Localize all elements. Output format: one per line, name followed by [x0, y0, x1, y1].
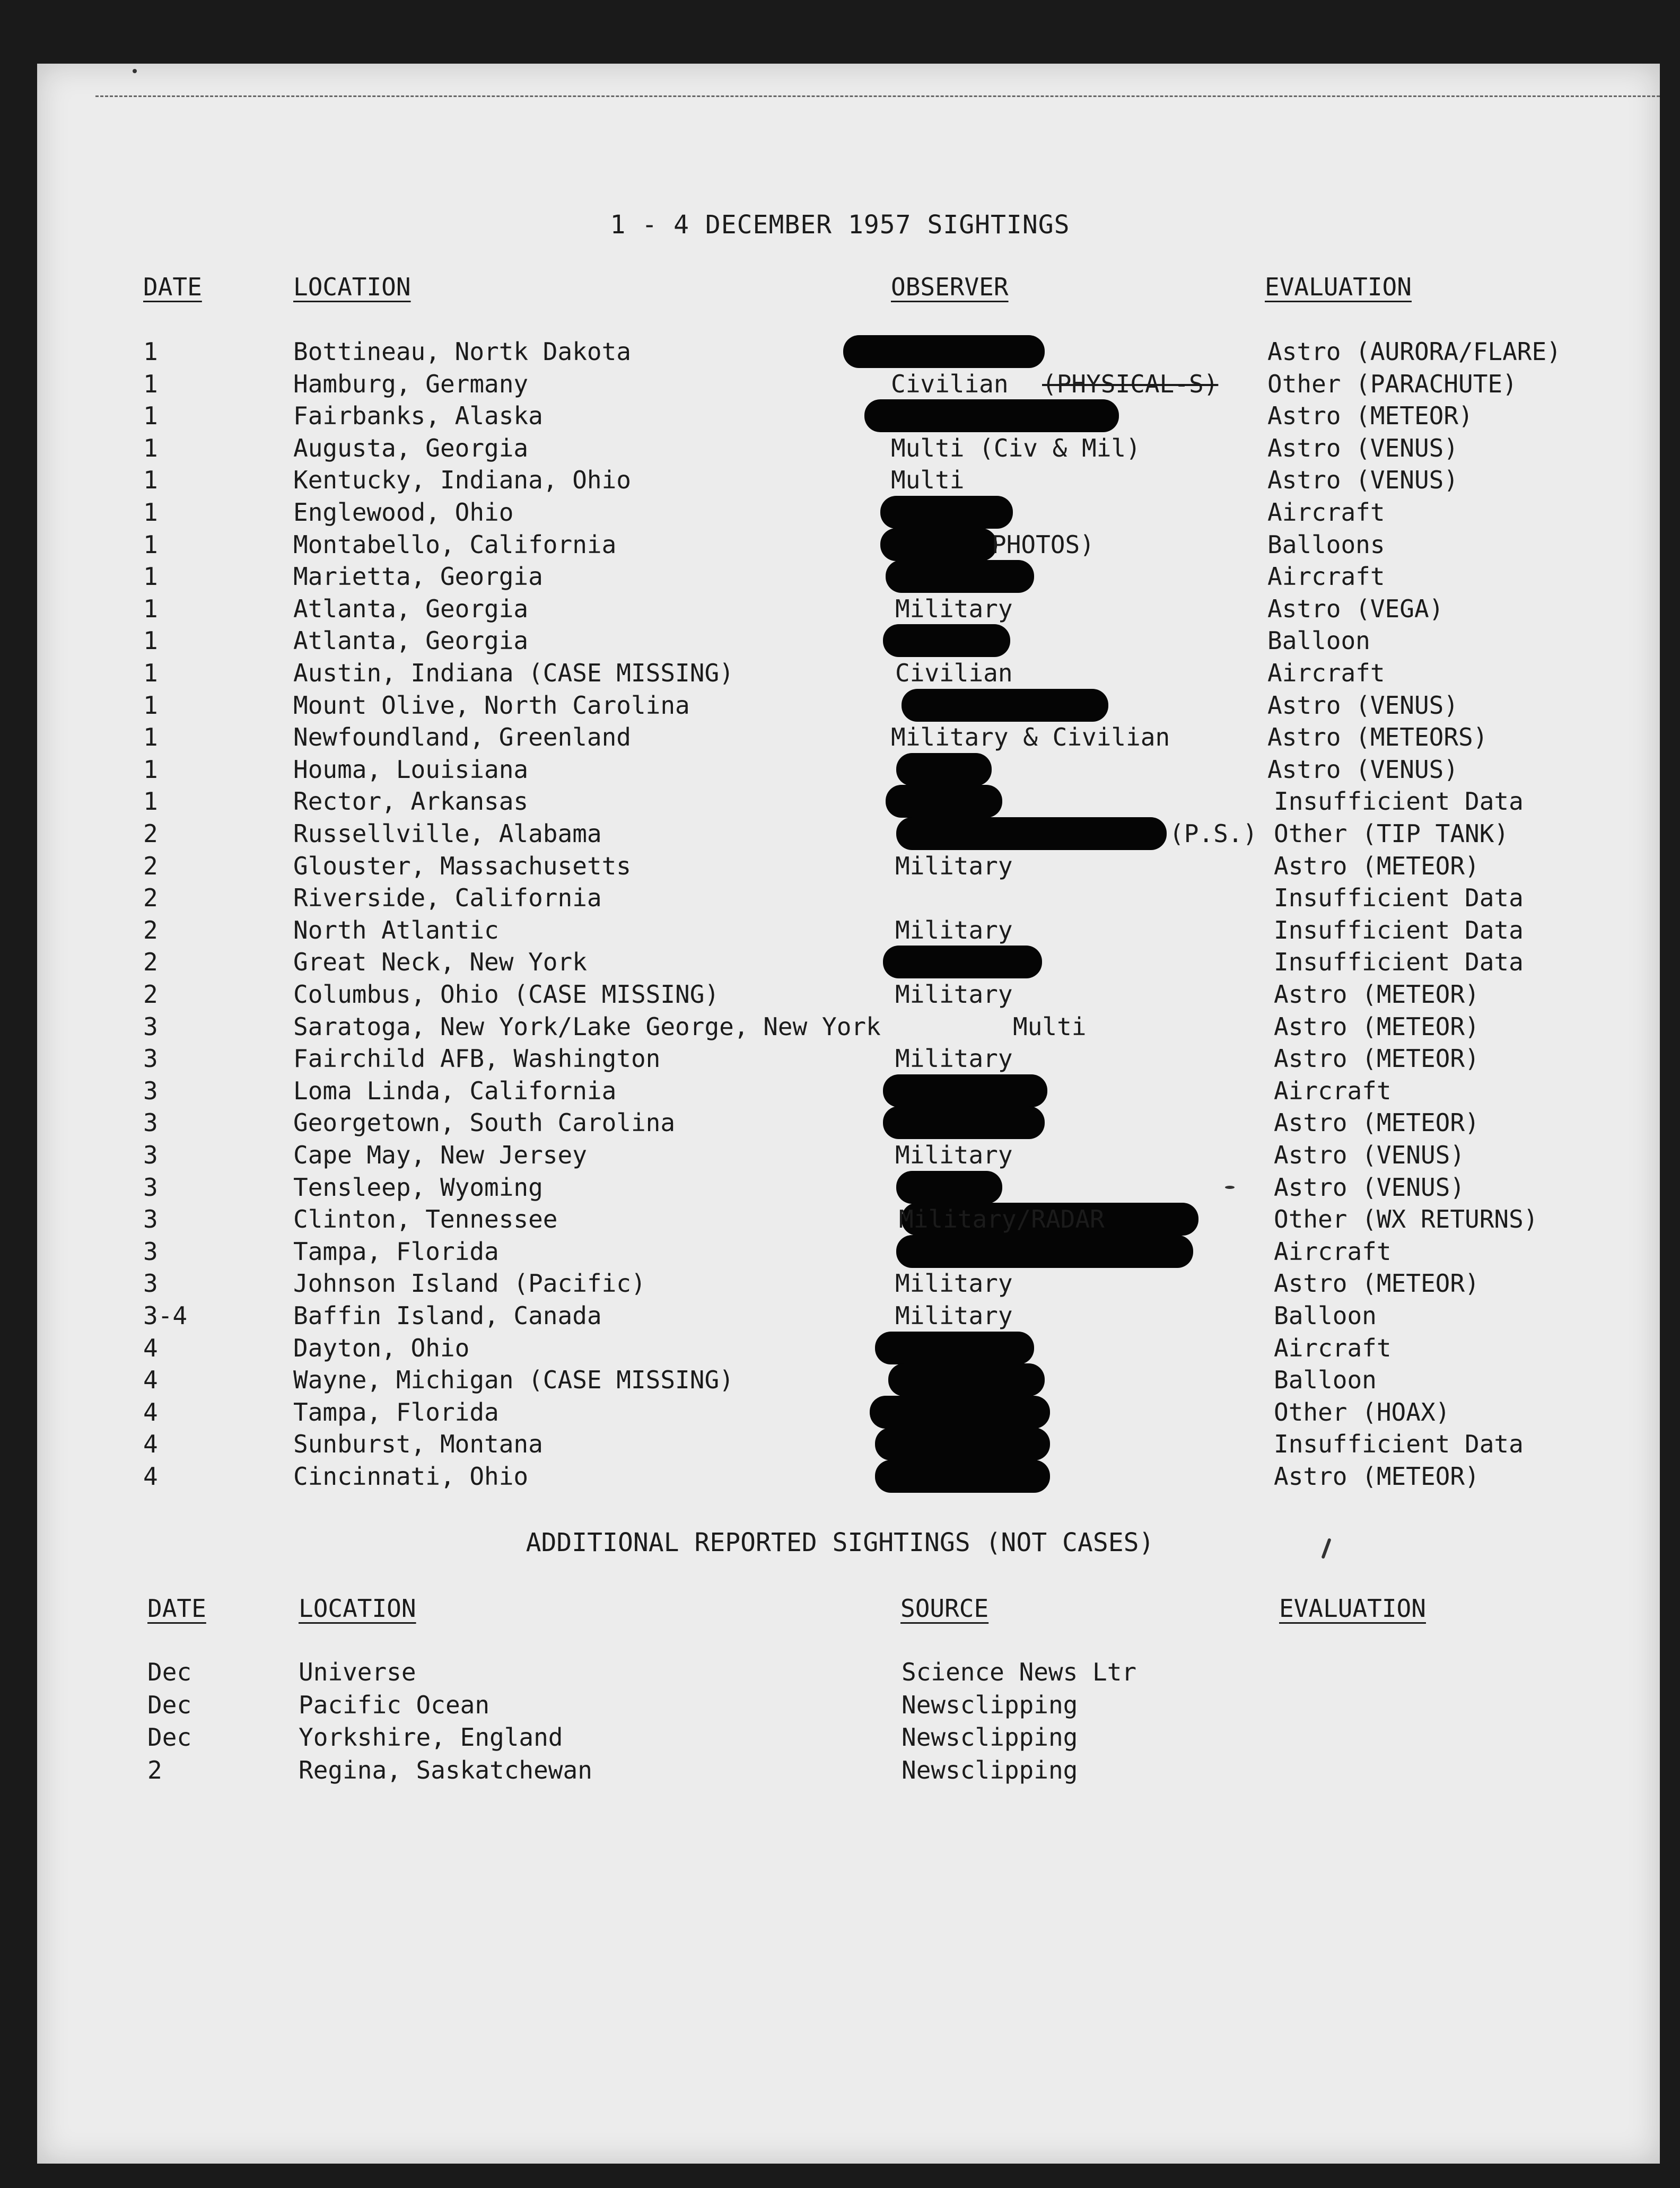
row-location: Columbus, Ohio (CASE MISSING)	[293, 980, 720, 1009]
row-location: Augusta, Georgia	[293, 433, 529, 462]
table-row	[0, 982, 1680, 1014]
row-evaluation: Astro (AURORA/FLARE)	[1267, 337, 1561, 366]
row-location: Glouster, Massachusetts	[293, 851, 631, 880]
table-row	[0, 1046, 1680, 1078]
row-date: 1	[143, 498, 158, 527]
row-observer: Military	[895, 1141, 1013, 1169]
row-date: 3	[143, 1044, 158, 1073]
row-evaluation: Astro (VEGA)	[1267, 594, 1444, 623]
row-evaluation: Aircraft	[1267, 562, 1385, 591]
row-source: Newsclipping	[902, 1690, 1078, 1719]
row-evaluation: Astro (METEORS)	[1267, 723, 1488, 752]
row-observer: Civilian	[895, 659, 1013, 687]
row-location: Great Neck, New York	[293, 948, 587, 977]
row-observer: Military	[895, 594, 1013, 623]
row-date: 2	[143, 915, 158, 944]
row-observer: PHOTOS)	[992, 530, 1095, 559]
row-evaluation: Aircraft	[1274, 1333, 1392, 1362]
table-row	[0, 725, 1680, 757]
row-location: Regina, Saskatchewan	[299, 1755, 592, 1784]
stray-mark	[1225, 1186, 1235, 1189]
row-location: Fairbanks, Alaska	[293, 401, 543, 431]
table-row	[0, 1239, 1680, 1271]
row-evaluation: Aircraft	[1267, 498, 1385, 527]
table-row	[0, 661, 1680, 693]
row-location: Fairchild AFB, Washington	[293, 1044, 661, 1073]
redaction-bar	[864, 399, 1119, 432]
redaction-bar	[883, 624, 1010, 657]
row-location: Kentucky, Indiana, Ohio	[293, 466, 631, 495]
table-row	[0, 821, 1680, 853]
table-row	[0, 500, 1680, 532]
redaction-bar	[875, 1460, 1050, 1493]
row-location: Baffin Island, Canada	[293, 1301, 602, 1330]
row-location: Cincinnati, Ohio	[293, 1462, 529, 1491]
table-row	[0, 1303, 1680, 1335]
row-evaluation: Other (PARACHUTE)	[1267, 369, 1517, 398]
row-date: 3	[143, 1269, 158, 1298]
row-date: Dec	[147, 1658, 192, 1686]
row-observer: Multi	[891, 466, 965, 495]
table-row	[0, 339, 1680, 371]
table-row	[0, 564, 1680, 596]
row-evaluation: Insufficient Data	[1274, 915, 1524, 944]
row-date: 3	[143, 1108, 158, 1137]
redaction-bar	[888, 1363, 1045, 1396]
row-location: Englewood, Ohio	[293, 498, 514, 527]
row-location: Tensleep, Wyoming	[293, 1172, 543, 1202]
row-evaluation: Balloon	[1274, 1301, 1377, 1330]
row-evaluation: Astro (METEOR)	[1274, 1108, 1480, 1137]
row-evaluation: Balloon	[1267, 626, 1370, 655]
redaction-bar	[875, 1428, 1050, 1460]
row-date: 3	[143, 1012, 158, 1041]
table-row	[0, 757, 1680, 789]
row-location: Atlanta, Georgia	[293, 594, 529, 623]
row-observer: Multi	[1013, 1012, 1087, 1041]
row-location: Hamburg, Germany	[293, 369, 529, 398]
row-observer: Military & Civilian	[891, 723, 1170, 752]
table-row	[0, 690, 1680, 725]
row-location: North Atlantic	[293, 915, 499, 944]
row-evaluation: Astro (METEOR)	[1274, 980, 1480, 1009]
row-date: 1	[143, 659, 158, 687]
header-observer: OBSERVER	[891, 273, 1009, 301]
row-evaluation: Astro (METEOR)	[1274, 1269, 1480, 1298]
row-evaluation: Insufficient Data	[1274, 883, 1524, 913]
table-row	[0, 789, 1680, 821]
row-evaluation: Astro (VENUS)	[1267, 466, 1459, 495]
row-location: Pacific Ocean	[299, 1690, 490, 1719]
row-evaluation: Aircraft	[1274, 1076, 1392, 1105]
row-date: 2	[143, 980, 158, 1009]
row-date: 3	[143, 1076, 158, 1105]
additional-header-source: SOURCE	[900, 1594, 989, 1623]
row-date: 2	[143, 948, 158, 977]
row-location: Universe	[299, 1658, 416, 1686]
table-row	[0, 1110, 1680, 1142]
row-location: Atlanta, Georgia	[293, 626, 529, 655]
redaction-bar	[870, 1396, 1050, 1429]
row-source: Science News Ltr	[902, 1658, 1137, 1686]
table-row	[0, 1271, 1680, 1303]
row-date: 4	[143, 1462, 158, 1491]
row-evaluation: Insufficient Data	[1274, 1430, 1524, 1459]
row-observer: Military	[895, 851, 1013, 880]
row-date: 3	[143, 1205, 158, 1234]
row-location: Rector, Arkansas	[293, 787, 529, 816]
redaction-bar	[896, 817, 1167, 850]
row-evaluation: Astro (METEOR)	[1274, 1044, 1480, 1073]
table-row	[0, 1143, 1680, 1175]
header-location: LOCATION	[293, 273, 411, 301]
table-row	[0, 1368, 1680, 1399]
row-evaluation: Astro (METEOR)	[1274, 1462, 1480, 1491]
row-evaluation: Astro (VENUS)	[1274, 1172, 1465, 1202]
row-location: Georgetown, South Carolina	[293, 1108, 676, 1137]
row-evaluation: Balloon	[1274, 1366, 1377, 1395]
row-evaluation: Astro (METEOR)	[1274, 1012, 1480, 1041]
row-evaluation: Astro (METEOR)	[1267, 401, 1473, 431]
row-location: Bottineau, Nortk Dakota	[293, 337, 631, 366]
row-location: Russellville, Alabama	[293, 819, 602, 848]
redaction-bar	[843, 335, 1045, 368]
redaction-bar	[886, 560, 1034, 593]
row-location: Austin, Indiana (CASE MISSING)	[293, 659, 734, 687]
row-date: Dec	[147, 1690, 192, 1719]
row-date: 1	[143, 690, 158, 720]
row-date: 1	[143, 401, 158, 431]
row-observer: Military	[895, 915, 1013, 944]
additional-header-evaluation: EVALUATION	[1279, 1594, 1426, 1623]
redaction-bar	[883, 1106, 1045, 1139]
row-location: Wayne, Michigan (CASE MISSING)	[293, 1366, 734, 1395]
row-date: 2	[147, 1755, 162, 1784]
row-date: 4	[143, 1366, 158, 1395]
row-location: Loma Linda, California	[293, 1076, 617, 1105]
row-date: 1	[143, 369, 158, 398]
additional-table-row	[0, 1725, 1680, 1757]
table-row	[0, 1397, 1680, 1432]
row-date: 3-4	[143, 1301, 188, 1330]
table-row	[0, 915, 1680, 950]
table-row	[0, 883, 1680, 917]
row-evaluation: Astro (VENUS)	[1267, 433, 1459, 462]
redaction-bar	[880, 496, 1013, 529]
row-observer: Civilian	[891, 369, 1009, 398]
torn-edge-marks	[95, 95, 1660, 101]
additional-header-date: DATE	[147, 1594, 206, 1623]
table-row	[0, 628, 1680, 660]
redaction-bar	[880, 528, 997, 561]
row-date: 4	[143, 1430, 158, 1459]
row-source: Newsclipping	[902, 1755, 1078, 1784]
table-row	[0, 851, 1680, 886]
row-date: 1	[143, 755, 158, 784]
redaction-bar	[896, 1171, 1002, 1204]
row-date: 3	[143, 1237, 158, 1266]
row-date: 1	[143, 337, 158, 366]
table-row	[0, 1207, 1680, 1239]
redaction-bar	[896, 753, 992, 786]
redaction-bar	[896, 1235, 1193, 1268]
row-date: 2	[143, 851, 158, 880]
row-date: 3	[143, 1141, 158, 1169]
row-date: 1	[143, 530, 158, 559]
row-evaluation: Balloons	[1267, 530, 1385, 559]
row-location: Tampa, Florida	[293, 1397, 499, 1426]
additional-table-row	[0, 1755, 1680, 1790]
table-row	[0, 468, 1680, 500]
row-date: 1	[143, 433, 158, 462]
row-date: 3	[143, 1172, 158, 1202]
table-row	[0, 1464, 1680, 1496]
table-row	[0, 594, 1680, 628]
row-date: 1	[143, 466, 158, 495]
table-row	[0, 369, 1680, 404]
row-location: Dayton, Ohio	[293, 1333, 470, 1362]
row-observer: Military	[895, 1269, 1013, 1298]
additional-table-row	[0, 1660, 1680, 1692]
row-evaluation: Insufficient Data	[1274, 787, 1524, 816]
table-row	[0, 950, 1680, 982]
additional-sightings-title: ADDITIONAL REPORTED SIGHTINGS (NOT CASES)	[526, 1528, 1154, 1557]
row-source: Newsclipping	[902, 1723, 1078, 1752]
row-evaluation: Astro (VENUS)	[1267, 690, 1459, 720]
row-evaluation: Aircraft	[1274, 1237, 1392, 1266]
row-location: Montabello, California	[293, 530, 617, 559]
row-date: 4	[143, 1333, 158, 1362]
row-observer: Military	[895, 1301, 1013, 1330]
row-date: 1	[143, 626, 158, 655]
row-evaluation: Aircraft	[1267, 659, 1385, 687]
row-evaluation: Astro (VENUS)	[1267, 755, 1459, 784]
row-date: 2	[143, 819, 158, 848]
table-row	[0, 433, 1680, 468]
row-evaluation: Other (WX RETURNS)	[1274, 1205, 1538, 1234]
row-location: Clinton, Tennessee	[293, 1205, 558, 1234]
table-row	[0, 532, 1680, 564]
additional-header-location: LOCATION	[299, 1594, 416, 1623]
row-location: Marietta, Georgia	[293, 562, 543, 591]
row-date: 2	[143, 883, 158, 913]
table-row	[0, 1076, 1680, 1110]
row-location: Saratoga, New York/Lake George, New York	[293, 1012, 881, 1041]
redaction-bar	[875, 1332, 1034, 1364]
row-evaluation: Other (HOAX)	[1274, 1397, 1450, 1426]
header-evaluation: EVALUATION	[1265, 273, 1412, 301]
row-location: Houma, Louisiana	[293, 755, 529, 784]
row-observer: Military	[895, 980, 1013, 1009]
redaction-bar	[886, 785, 1002, 818]
table-row	[0, 1333, 1680, 1368]
redaction-bar	[883, 1074, 1047, 1107]
row-date: 1	[143, 787, 158, 816]
row-date: 1	[143, 594, 158, 623]
row-location: Sunburst, Montana	[293, 1430, 543, 1459]
row-evaluation: Astro (METEOR)	[1274, 851, 1480, 880]
row-date: 4	[143, 1397, 158, 1426]
row-location: Tampa, Florida	[293, 1237, 499, 1266]
row-date: Dec	[147, 1723, 192, 1752]
redaction-bar	[883, 946, 1042, 978]
table-row	[0, 1432, 1680, 1464]
row-evaluation: Astro (VENUS)	[1274, 1141, 1465, 1169]
row-date: 1	[143, 723, 158, 752]
page-title: 1 - 4 DECEMBER 1957 SIGHTINGS	[610, 210, 1070, 240]
stray-mark	[133, 69, 137, 73]
row-date: 1	[143, 562, 158, 591]
additional-table-row	[0, 1690, 1680, 1725]
row-evaluation: Other (TIP TANK)	[1274, 819, 1509, 848]
row-observer: (P.S.)	[1169, 819, 1258, 848]
row-observer: Military	[895, 1044, 1013, 1073]
row-observer-struck: (PHYSICAL-S)	[1042, 369, 1219, 398]
row-location: Newfoundland, Greenland	[293, 723, 631, 752]
table-row	[0, 1172, 1680, 1207]
table-row	[0, 1014, 1680, 1046]
row-observer: Multi (Civ & Mil)	[891, 433, 1141, 462]
row-evaluation: Insufficient Data	[1274, 948, 1524, 977]
row-observer: Military/RADAR	[899, 1205, 1105, 1234]
redaction-bar	[902, 689, 1108, 722]
row-location: Riverside, California	[293, 883, 602, 913]
row-location: Cape May, New Jersey	[293, 1141, 587, 1169]
table-row	[0, 401, 1680, 435]
row-location: Mount Olive, North Carolina	[293, 690, 690, 720]
row-location: Johnson Island (Pacific)	[293, 1269, 646, 1298]
header-date: DATE	[143, 273, 202, 301]
row-location: Yorkshire, England	[299, 1723, 563, 1752]
